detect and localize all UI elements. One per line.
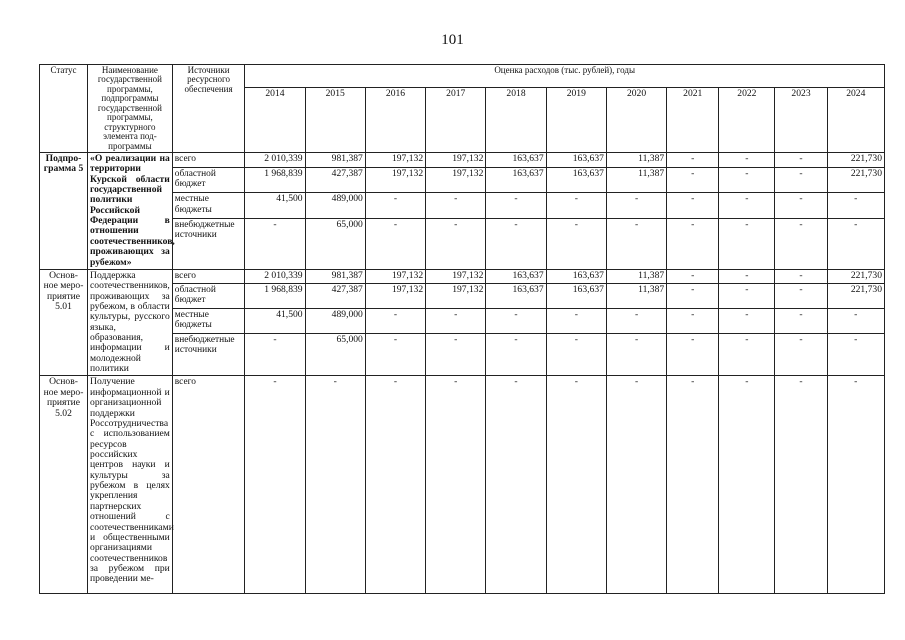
value-cell: 163,637: [486, 284, 546, 309]
value-cell: 489,000: [305, 193, 365, 219]
value-cell: 163,637: [546, 152, 606, 167]
value-cell: -: [775, 193, 827, 219]
value-cell: -: [546, 219, 606, 270]
source-cell: всего: [172, 269, 245, 283]
value-cell: 2 010,339: [245, 152, 305, 167]
value-cell: -: [486, 193, 546, 219]
value-cell: -: [546, 376, 606, 594]
value-cell: -: [775, 284, 827, 309]
value-cell: -: [606, 376, 666, 594]
value-cell: 427,387: [305, 284, 365, 309]
header-estimate: Оценка расходов (тыс. рублей), годы: [245, 65, 885, 88]
value-cell: 489,000: [305, 308, 365, 333]
value-cell: 163,637: [546, 167, 606, 193]
year-header: 2016: [365, 87, 425, 152]
value-cell: -: [719, 167, 775, 193]
program-name-cell: «О реализации на территории Курской области государственной политики Российской Федерации в отношении соотечественников, проживающих за рубежом»: [88, 152, 173, 269]
value-cell: 2 010,339: [245, 269, 305, 283]
value-cell: -: [667, 333, 719, 376]
value-cell: -: [719, 284, 775, 309]
value-cell: 981,387: [305, 152, 365, 167]
value-cell: -: [719, 376, 775, 594]
program-name-cell: Получение информационной и организационной поддержки Россотрудничества с использованием ресурсов российских центров науки и культуры за рубежом в целях укрепления партнерских отношений с соотечественниками и общественными организациями соотечественников за рубежом при проведении ме-: [88, 376, 173, 594]
value-cell: -: [667, 284, 719, 309]
header-name: Наименование государственной программы, подпрограммы государственной программы, структурного элемента под-программы: [88, 65, 173, 153]
year-header: 2020: [606, 87, 666, 152]
source-cell: местные бюджеты: [172, 193, 245, 219]
status-cell: Подпро-грамма 5: [40, 152, 88, 269]
value-cell: -: [775, 376, 827, 594]
value-cell: -: [486, 376, 546, 594]
value-cell: 197,132: [365, 167, 425, 193]
value-cell: -: [546, 308, 606, 333]
value-cell: 41,500: [245, 193, 305, 219]
value-cell: -: [606, 333, 666, 376]
header-status: Статус: [40, 65, 88, 153]
year-header: 2019: [546, 87, 606, 152]
value-cell: -: [365, 376, 425, 594]
value-cell: -: [426, 376, 486, 594]
table-row: [40, 269, 885, 283]
year-header: 2022: [719, 87, 775, 152]
value-cell: -: [365, 308, 425, 333]
value-cell: 197,132: [426, 152, 486, 167]
value-cell: 65,000: [305, 333, 365, 376]
value-cell: -: [486, 219, 546, 270]
value-cell: -: [719, 193, 775, 219]
value-cell: 65,000: [305, 219, 365, 270]
value-cell: 1 968,839: [245, 284, 305, 309]
value-cell: -: [775, 219, 827, 270]
table-row: [40, 152, 885, 167]
value-cell: -: [775, 152, 827, 167]
value-cell: 221,730: [827, 269, 884, 283]
value-cell: 221,730: [827, 152, 884, 167]
value-cell: 1 968,839: [245, 167, 305, 193]
value-cell: 427,387: [305, 167, 365, 193]
value-cell: 197,132: [365, 269, 425, 283]
program-name-cell: Поддержка соотечественников, проживающих за рубежом, в области культуры, русского языка, образования, информации и молодежной политики: [88, 269, 173, 376]
value-cell: -: [426, 193, 486, 219]
value-cell: -: [546, 193, 606, 219]
value-cell: 11,387: [606, 167, 666, 193]
value-cell: -: [546, 333, 606, 376]
value-cell: -: [365, 193, 425, 219]
value-cell: 163,637: [546, 269, 606, 283]
budget-table: [39, 64, 885, 594]
value-cell: -: [827, 308, 884, 333]
value-cell: -: [667, 219, 719, 270]
value-cell: -: [667, 152, 719, 167]
value-cell: -: [426, 308, 486, 333]
source-cell: внебюджетные источники: [172, 333, 245, 376]
value-cell: -: [827, 376, 884, 594]
value-cell: 163,637: [486, 269, 546, 283]
year-header: 2023: [775, 87, 827, 152]
value-cell: -: [305, 376, 365, 594]
source-cell: областной бюджет: [172, 284, 245, 309]
value-cell: -: [667, 193, 719, 219]
value-cell: -: [426, 333, 486, 376]
value-cell: 11,387: [606, 269, 666, 283]
value-cell: 163,637: [486, 167, 546, 193]
value-cell: -: [827, 193, 884, 219]
value-cell: -: [719, 308, 775, 333]
year-header: 2015: [305, 87, 365, 152]
year-header: 2014: [245, 87, 305, 152]
value-cell: 11,387: [606, 152, 666, 167]
value-cell: -: [606, 219, 666, 270]
value-cell: -: [775, 167, 827, 193]
source-cell: местные бюджеты: [172, 308, 245, 333]
source-cell: областной бюджет: [172, 167, 245, 193]
value-cell: 197,132: [426, 284, 486, 309]
value-cell: -: [245, 333, 305, 376]
value-cell: -: [775, 269, 827, 283]
value-cell: -: [827, 333, 884, 376]
status-cell: Основ-ное меро-приятие 5.02: [40, 376, 88, 594]
value-cell: 197,132: [365, 152, 425, 167]
value-cell: 41,500: [245, 308, 305, 333]
source-cell: всего: [172, 152, 245, 167]
value-cell: -: [365, 219, 425, 270]
value-cell: -: [667, 269, 719, 283]
value-cell: 197,132: [426, 269, 486, 283]
value-cell: -: [719, 333, 775, 376]
year-header: 2024: [827, 87, 884, 152]
value-cell: 221,730: [827, 284, 884, 309]
value-cell: -: [719, 269, 775, 283]
status-cell: Основ-ное меро-приятие 5.01: [40, 269, 88, 376]
value-cell: -: [719, 219, 775, 270]
value-cell: -: [486, 333, 546, 376]
value-cell: -: [719, 152, 775, 167]
value-cell: -: [365, 333, 425, 376]
year-header: 2017: [426, 87, 486, 152]
header-sources: Источники ресурсного обеспечения: [172, 65, 245, 153]
value-cell: -: [667, 167, 719, 193]
value-cell: -: [775, 333, 827, 376]
year-header: 2018: [486, 87, 546, 152]
value-cell: -: [245, 219, 305, 270]
value-cell: -: [667, 376, 719, 594]
value-cell: 221,730: [827, 167, 884, 193]
value-cell: -: [606, 193, 666, 219]
source-cell: всего: [172, 376, 245, 594]
value-cell: 163,637: [546, 284, 606, 309]
value-cell: -: [775, 308, 827, 333]
value-cell: 11,387: [606, 284, 666, 309]
value-cell: 197,132: [426, 167, 486, 193]
table-row: [40, 376, 885, 594]
value-cell: -: [245, 376, 305, 594]
value-cell: -: [667, 308, 719, 333]
value-cell: -: [426, 219, 486, 270]
value-cell: 981,387: [305, 269, 365, 283]
value-cell: -: [827, 219, 884, 270]
value-cell: -: [486, 308, 546, 333]
year-header: 2021: [667, 87, 719, 152]
value-cell: 163,637: [486, 152, 546, 167]
source-cell: внебюджетные источники: [172, 219, 245, 270]
page-number: 101: [441, 32, 464, 48]
value-cell: -: [606, 308, 666, 333]
value-cell: 197,132: [365, 284, 425, 309]
